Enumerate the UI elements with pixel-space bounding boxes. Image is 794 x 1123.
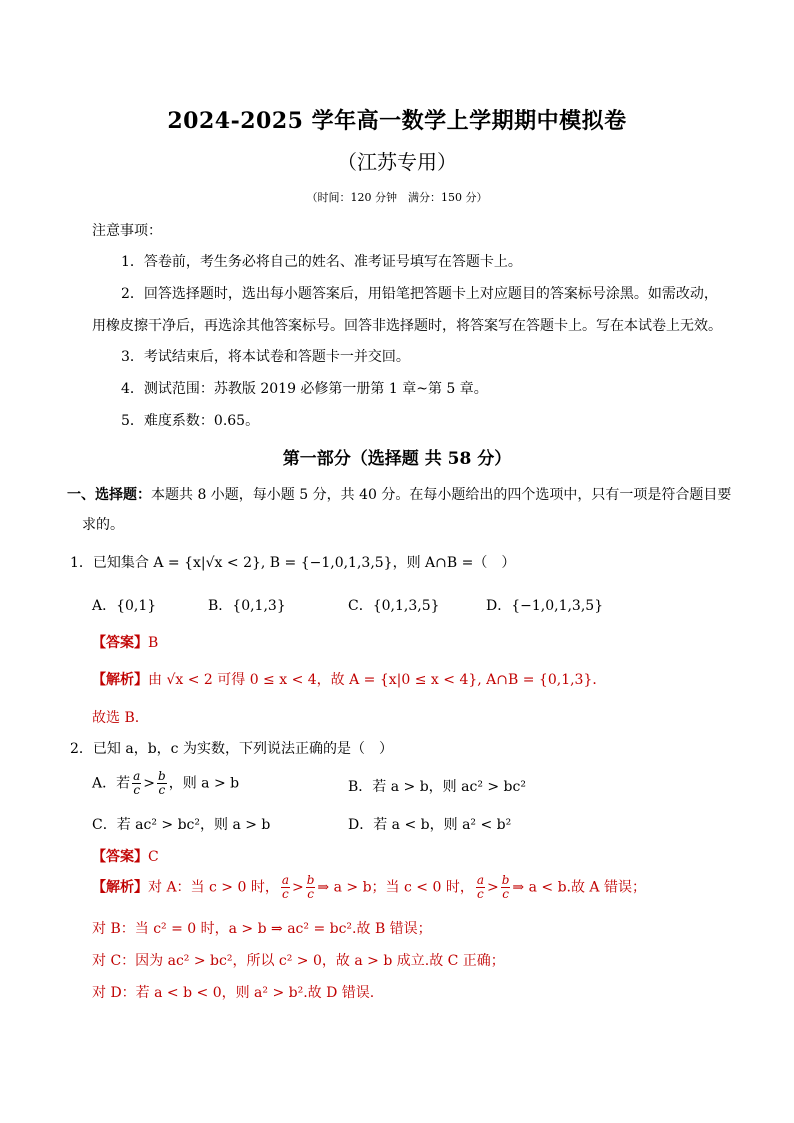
analysis-a-part3: ⇒ a < b.故 A 错误； xyxy=(512,879,646,896)
q2-stem: 2．已知 a，b，c 为实数，下列说法正确的是（ ） xyxy=(70,741,393,757)
option-a-prefix: A．若 xyxy=(92,775,131,792)
page-title: 2024-2025 学年高一数学上学期期中模拟卷 xyxy=(167,108,627,134)
page-subtitle: （江苏专用） xyxy=(337,150,457,174)
q2-analysis-a: 【解析】对 A：当 c > 0 时， $\frac{a}{c}$ > $\frac{b}{c}$ ⇒ a > b；当 c < 0 时， $\frac{a}{c}$ > $\frac{b}{c}$ ⇒ a < b.故 A 错误； xyxy=(92,873,646,901)
q2-option-b: B．若 a > b，则 ac² > bc² xyxy=(348,779,526,795)
answer-value: B xyxy=(148,635,159,651)
analysis-label: 【解析】 xyxy=(92,879,148,896)
q1-option-c: C．{0,1,3,5} xyxy=(348,598,440,614)
q1-option-b: B．{0,1,3} xyxy=(208,598,286,614)
q2-answer xyxy=(92,846,159,866)
q2-option-a: A．若 $\frac{a}{c}$ > $\frac{b}{c}$ ，则 a > b xyxy=(92,769,240,797)
analysis-text: 由 √x < 2 可得 0 ≤ x < 4，故 A = {x|0 ≤ x < 4}, A∩B = {0,1,3}． xyxy=(148,672,607,688)
q2-analysis-b: 对 B：当 c² = 0 时，a > b ⇒ ac² = bc².故 B 错误； xyxy=(92,921,432,937)
q1-stem: 1．已知集合 A = {x|√x < 2}, B = {−1,0,1,3,5}，则 A∩B =（ ） xyxy=(70,555,516,571)
section-intro-label: 一、选择题： xyxy=(67,487,151,503)
answer-label: 【答案】 xyxy=(92,635,148,651)
q1-option-a: A．{0,1} xyxy=(92,598,157,614)
fraction-a-over-c: $\frac{a}{c}$ xyxy=(133,769,141,797)
notes-heading: 注意事项： xyxy=(92,223,162,239)
q2-analysis-c: 对 C：因为 ac² > bc²，所以 c² > 0，故 a > b 成立.故 C 正确； xyxy=(92,953,505,969)
note-item: 1．答卷前，考生务必将自己的姓名、准考证号填写在答题卡上。 xyxy=(121,254,522,270)
time-info: （时间：120 分钟 满分：150 分） xyxy=(306,191,488,204)
analysis-a-part2: ⇒ a > b；当 c < 0 时， xyxy=(317,879,474,896)
q2-option-c: C．若 ac² > bc²，则 a > b xyxy=(92,817,271,833)
section-intro xyxy=(67,484,731,504)
analysis-a-part1: 对 A：当 c > 0 时， xyxy=(148,879,279,896)
answer-label: 【答案】 xyxy=(92,849,148,865)
q1-answer xyxy=(92,632,158,652)
q1-conclusion: 故选 B. xyxy=(92,710,140,726)
answer-value: C xyxy=(148,849,159,865)
q2-analysis-d: 对 D：若 a < b < 0，则 a² > b².故 D 错误. xyxy=(92,985,375,1001)
note-item: 用橡皮擦干净后，再选涂其他答案标号。回答非选择题时，将答案写在答题卡上。写在本试卷上无效。 xyxy=(92,318,722,334)
note-item: 5．难度系数：0.65。 xyxy=(121,413,260,429)
q1-analysis xyxy=(92,669,606,689)
fraction-b-over-c: $\frac{b}{c}$ xyxy=(158,769,166,797)
section-intro-text: 本题共 8 小题，每小题 5 分，共 40 分。在每小题给出的四个选项中，只有一项是符合题目要 xyxy=(151,487,732,503)
option-a-suffix: ，则 a > b xyxy=(168,775,240,792)
note-item: 2．回答选择题时，选出每小题答案后，用铅笔把答题卡上对应题目的答案标号涂黑。如需改动， xyxy=(121,286,718,302)
q2-option-d: D．若 a < b，则 a² < b² xyxy=(348,817,512,833)
fraction-a-over-c: $\frac{a}{c}$ xyxy=(281,873,289,901)
fraction-b-over-c: $\frac{b}{c}$ xyxy=(306,873,315,901)
section-title: 第一部分（选择题 共 58 分） xyxy=(282,449,512,469)
note-item: 4．测试范围：苏教版 2019 必修第一册第 1 章~第 5 章。 xyxy=(121,381,488,397)
fraction-a-over-c: $\frac{a}{c}$ xyxy=(476,873,484,901)
fraction-b-over-c: $\frac{b}{c}$ xyxy=(501,873,510,901)
section-intro-cont: 求的。 xyxy=(82,517,124,533)
q1-option-d: D．{−1,0,1,3,5} xyxy=(486,598,604,614)
note-item: 3．考试结束后，将本试卷和答题卡一并交回。 xyxy=(121,349,410,365)
analysis-label: 【解析】 xyxy=(92,672,148,688)
